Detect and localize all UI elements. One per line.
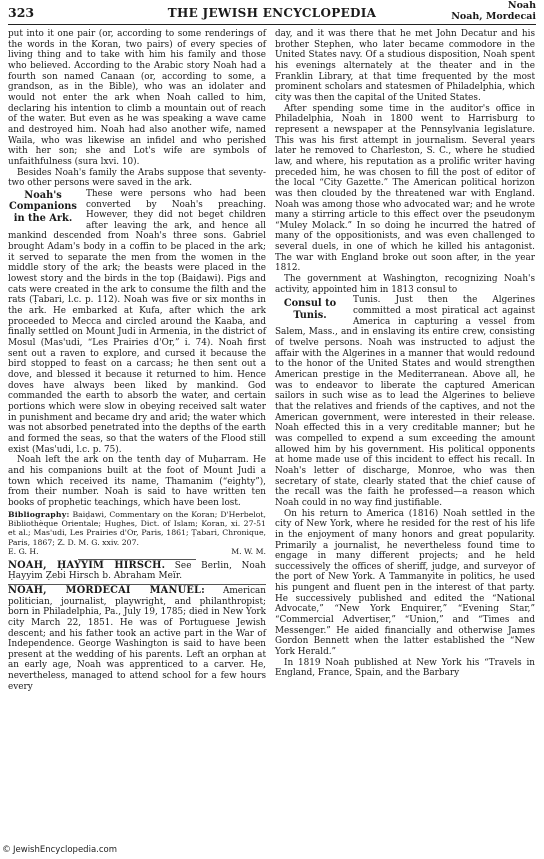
sidenote-line: Consul to <box>283 298 337 310</box>
paragraph-tunis: Tunis. Just then the Algerines committed a most piratical act against America in capturing a vessel from Salem, Mass., and in enslaving its entire crew, consisting of twelve persons. Noah was instructed to adjust the affair with the Algerines in a manner that would redound to the honor of the United States and would strengthen American prestige in the Mediterranean. Above all, he was to endeavor to liberate the captured American sailors in such wise as to lead the Algerines to believe that the relatives and friends of the captives, and not the American government, were interested in their release. Noah effected this in a very creditable manner; but he was compelled to expend a sum exceeding the amount allowed him by his government. His political opponents at home made use of this incident to effect his recall. In Noah's letter of discharge, Monroe, who was then secretary of state, clearly stated that the chief cause of the recall was the faith he professed—a reason which Noah could in no way find justifiable. <box>275 295 535 508</box>
footer-site-link[interactable]: JewishEncyclopedia.com <box>13 845 118 855</box>
paragraph-muharram: Noah left the ark on the tenth day of Muḥarram. He and his companions built at the foot of Mount Judi a town which received its name, Thamanim (“eighty”), from their number. Noah is said to have written ten books of prophetic teachings, which have been lost. <box>8 455 266 508</box>
sidenote-line: Noah's <box>24 189 62 201</box>
left-column <box>8 29 266 692</box>
signature-right: M. W. M. <box>231 547 266 557</box>
sidenote-consul <box>275 298 345 321</box>
entry-noah-mordecai <box>8 586 266 693</box>
entry-title-mordecai: NOAH, MORDECAI MANUEL: <box>8 584 205 596</box>
sidenote-line: Companions in the Ark. <box>9 201 77 224</box>
running-head-first: Noah <box>507 0 536 11</box>
copyright-icon: © <box>2 845 11 855</box>
journal-title: THE JEWISH ENCYCLOPEDIA <box>167 6 377 20</box>
paragraph-travels: In 1819 Noah published at New York his “Travels in England, France, Spain, and the Barbary <box>275 657 535 679</box>
signature-left: E. G. H. <box>8 547 39 557</box>
paragraph-companions: These were persons who had been converted by Noah's preaching. However, they did not beget children after leaving the ark, and hence all mankind descended from Noah's three sons. Gabriel brought Adam's body in a coffin to be placed in the ark; it served to separate the men from the women in the middle story of the ark; the beasts were placed in the lowest story and the birds in the top (Baiḍawi). Pigs and cats were created in the ark to consume the filth and the rats (Ṭabari, l.c. p. 112). Noah was five or six months in the ark. He embarked at Kufa, after which the ark proceeded to Mecca and circled around the Kaaba, and finally settled on Mount Judi in Armenia, in the district of Mosul (Mas'udi, “Les Prairies d'Or,” i. 74). Noah first sent out a raven to explore, and cursed it because the bird stopped to feast on a carcass; he then sent out a dove, and blessed it because it returned to him. Hence doves have always been liked by mankind. God commanded the earth to absorb the water, and certain portions which were slow in obeying received salt water in punishment and became dry and arid; the water which was not absorbed penetrated into the depths of the earth and formed the seas, so that the waters of the Flood still exist (Mas'udi, l.c. p. 75). <box>8 188 266 455</box>
paragraph-new-york: On his return to America (1816) Noah settled in the city of New York, where he resided for the rest of his life in the enjoyment of many honors and great popularity. Primarily a journalist, he nevertheless found time to engage in many different projects; and he held successively the offices of sheriff, judge, and surveyor of the port of New York. A Tammanyite in politics, he used his pungent and fluent pen in the interest of that party. He successively published and edited the “National Advocate,” “New York Enquirer,” “Evening Star,” “Commercial Advertiser,” “Union,” and “Times and Messenger.” He aided financially and otherwise James Gordon Bennett when the latter established the “New York Herald.” <box>275 508 535 658</box>
paragraph-government: The government at Washington, recognizing Noah's activity, appointed him in 1813 consul to <box>275 274 535 295</box>
running-head <box>451 1 536 22</box>
bibliography <box>8 510 266 557</box>
running-head-last: Noah, Mordecai <box>451 10 536 22</box>
paragraph-journalism: After spending some time in the auditor's office in Philadelphia, Noah in 1800 went to Harrisburg to represent a newspaper at the Pennsylvania legislature. This was his first attempt in journalism. Several years later he removed to Charleston, S. C., where he studied law, and where, his reputation as a prolific writer having preceded him, he was chosen to fill the post of editor of the local “City Gazette.” The American political horizon was then clouded by the threatened war with England. Noah was among those who advocated war; and he wrote many a stirring article to this effect over the pseudonym “Muley Molack.” In so doing he incurred the hatred of many of the oppositionists, and was even challenged to several duels, in one of which he killed his antagonist. The war with England broke out soon after, in the year 1812. <box>275 103 535 274</box>
sidenote-line: Tunis. <box>293 309 327 321</box>
cross-reference-link[interactable]: See Berlin, Noah Ḥayyim Ẓebi Hirsch b. Abraham Meïr. <box>8 560 267 582</box>
bibliography-text: Baiḍawi, Commentary on the Koran; D'Herbelot, Bibliothèque Orientale; Hughes, Dict. of Islam; Koran, xi. 27-51 et al.; Mas'udi, Les Prairies d'Or, Paris, 1861; Ṭabari, Chronique, Paris, 1867; Z. D. M. G. xxiv. 207. <box>8 509 266 547</box>
header-rule <box>8 24 536 25</box>
page-header <box>8 2 536 24</box>
paragraph-ark-pairs: put into it one pair (or, according to some renderings of the words in the Koran, two pairs) of every species of living thing and to take with him his family and those who believed. According to the Arabic story Noah had a fourth son named Canaan (or, according to some, a grandson, as in the Bible), who was an idolater and would not enter the ark when Noah called to him, declaring his intention to climb a mountain out of reach of the water. But even as he was speaking a wave came and destroyed him. Noah had also another wife, named Waila, who was likewise an infidel and who perished with her son; she and Lot's wife are symbols of unfaithfulness (sura lxvi. 10). <box>8 29 266 167</box>
entry-noah-hayyim-hirsch <box>8 561 266 582</box>
bibliography-label: Bibliography: <box>8 509 70 519</box>
entry-text-mordecai: American politician, journalist, playwright, and philanthropist; born in Philadelphia, Pa., July 19, 1785; died in New York city March 22, 1851. He was of Portuguese Jewish descent; and his father took an active part in the War of Independence. George Washington is said to have been present at the wedding of his parents. Left an orphan at an early age, Noah was apprenticed to a carver. He, nevertheless, managed to attend school for a few hours every <box>8 585 266 692</box>
paragraph-saved-persons: Besides Noah's family the Arabs suppose that seventy-two other persons were saved in the ark. <box>8 167 266 189</box>
sidenote-companions <box>8 190 78 225</box>
right-column <box>275 29 535 679</box>
site-footer <box>2 845 117 855</box>
page-number: 323 <box>8 5 35 20</box>
entry-title-hirsch: NOAH, ḤAYYIM HIRSCH. <box>8 559 166 571</box>
author-signatures <box>8 547 266 556</box>
paragraph-decatur: day, and it was there that he met John Decatur and his brother Stephen, who later became commodore in the United States navy. Of a studious disposition, Noah spent his evenings alternately at the theater and in the Franklin Library, at that time frequented by the most prominent scholars and statesmen of Philadelphia, which city was then the capital of the United States. <box>275 29 535 103</box>
